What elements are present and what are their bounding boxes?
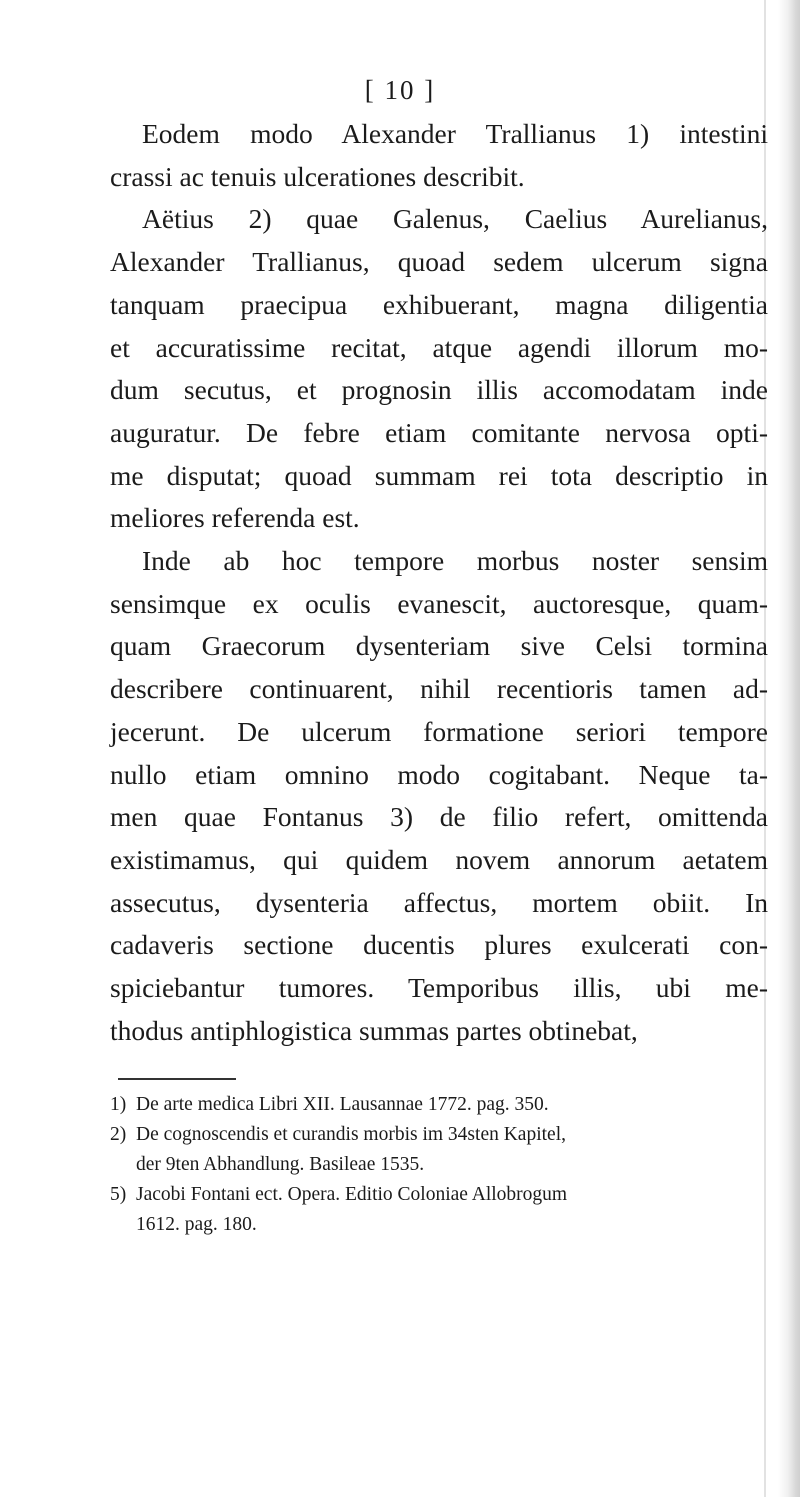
text-line: men quae Fontanus 3) de filio refert, omittenda [110, 801, 768, 833]
text-line: quam Graecorum dysenteriam sive Celsi tormina [110, 630, 768, 662]
footnote-text: De cognoscendis et curandis morbis im 34sten Kapitel, [136, 1124, 566, 1145]
text-line: sensimque ex oculis evanescit, auctoresque, quam- [110, 587, 768, 619]
page-edge-shadow [778, 0, 800, 1497]
footnote-line [110, 1150, 770, 1180]
main-text [110, 113, 768, 1052]
footnote-text: Jacobi Fontani ect. Opera. Editio Coloniae Allobrogum [136, 1184, 568, 1205]
paragraph [110, 198, 768, 540]
text-line: Inde ab hoc tempore morbus noster sensim [142, 545, 768, 577]
text-line: assecutus, dysenteria affectus, mortem obiit. In [110, 886, 768, 918]
text-line: nullo etiam omnino modo cogitabant. Neque ta- [110, 758, 768, 790]
text-line: me disputat; quoad summam rei tota descriptio in [110, 459, 768, 491]
footnote-text: 1612. pag. 180. [136, 1214, 257, 1235]
page-number-header: [ 10 ] [364, 75, 436, 105]
footnote-line [110, 1210, 770, 1240]
text-line: jecerunt. De ulcerum formatione seriori tempore [110, 715, 768, 747]
text-line: Eodem modo Alexander Trallianus 1) intestini [142, 118, 768, 149]
text-line: thodus antiphlogistica summas partes obtinebat, [110, 1014, 638, 1046]
text-line: existimamus, qui quidem novem annorum aetatem [110, 843, 768, 875]
paragraph [110, 540, 768, 1052]
footnote-number: 2) [110, 1124, 127, 1145]
text-line: meliores referenda est. [110, 502, 360, 534]
footnote-line [110, 1180, 770, 1210]
footnote-text: De arte medica Libri XII. Lausannae 1772. pag. 350. [136, 1094, 549, 1115]
text-line: auguratur. De febre etiam comitante nervosa opti- [110, 416, 768, 448]
text-line: dum secutus, et prognosin illis accomodatam inde [110, 374, 768, 406]
footnote-text: der 9ten Abhandlung. Basileae 1535. [136, 1154, 425, 1175]
text-line: et accuratissime recitat, atque agendi illorum mo- [110, 331, 768, 363]
text-line: spiciebantur tumores. Temporibus illis, ubi me- [110, 972, 768, 1004]
footnote-line [110, 1090, 770, 1120]
footnote-number: 1) [110, 1094, 127, 1115]
footnote-separator [118, 1078, 236, 1080]
footnote-line [110, 1120, 770, 1150]
footnote-number: 5) [110, 1184, 127, 1205]
text-line: crassi ac tenuis ulcerationes describit. [110, 160, 525, 192]
footnotes [110, 1090, 770, 1240]
text-line: describere continuarent, nihil recentioris tamen ad- [110, 673, 768, 705]
text-line: cadaveris sectione ducentis plures exulcerati con- [110, 929, 768, 961]
text-line: tanquam praecipua exhibuerant, magna diligentia [110, 288, 768, 320]
paragraph [110, 113, 768, 198]
text-line: Alexander Trallianus, quoad sedem ulcerum signa [110, 246, 768, 278]
text-line: Aëtius 2) quae Galenus, Caelius Aurelianus, [142, 203, 768, 235]
